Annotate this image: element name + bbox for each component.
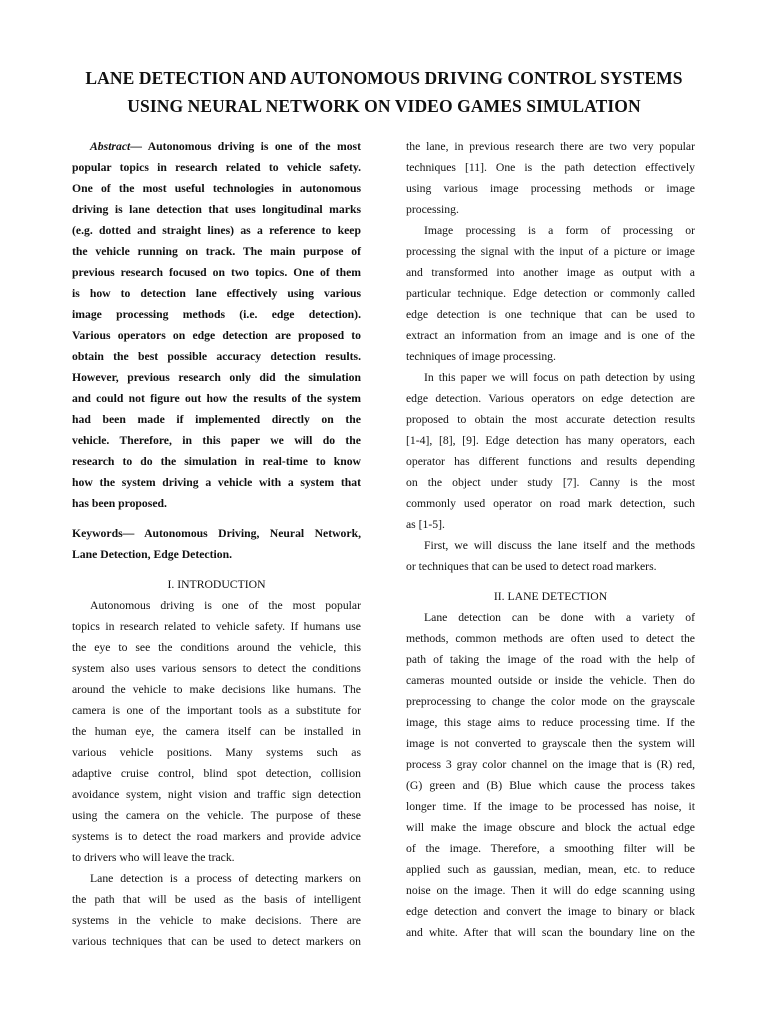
paragraph-line: to drivers who will leave the track. xyxy=(72,851,235,864)
paragraph-line: systems is to detect the road markers and provide advice xyxy=(72,830,361,843)
paragraph-line: extract an information from an image and is one of the xyxy=(406,329,695,342)
paragraph-line: Lane detection can be done with a variety of xyxy=(424,611,695,624)
abstract-line: image processing methods (i.e. edge detection). xyxy=(72,308,361,321)
paragraph-line: edge detection and convert the image to binary or black xyxy=(406,905,695,918)
section-heading-lane-detection: II. LANE DETECTION xyxy=(493,590,608,603)
paragraph-line: First, we will discuss the lane itself and the methods xyxy=(424,539,695,552)
abstract-line: Various operators on edge detection are proposed to xyxy=(72,329,361,342)
paper-title xyxy=(40,64,728,120)
abstract-line: previous research focused on two topics. One of them xyxy=(72,266,361,279)
abstract-line: obtain the best possible accuracy detection results. xyxy=(72,350,361,363)
paragraph-line: using the camera on the vehicle. The purpose of these xyxy=(72,809,361,822)
abstract-line: how the system driving a vehicle with a system that xyxy=(72,476,361,489)
paragraph-line: avoidance system, night vision and traffic sign detection xyxy=(72,788,361,801)
paragraph-line: and transformed into another image as output with a xyxy=(406,266,695,279)
left-column xyxy=(72,136,361,952)
abstract-first-line: Abstract— Autonomous driving is one of the most xyxy=(90,140,361,153)
paragraph-line: various techniques that can be used to detect markers on xyxy=(72,935,361,948)
paragraph-line: applied such as gaussian, median, mean, etc. to reduce xyxy=(406,863,695,876)
paragraph-line: longer time. If the image to be processed has noise, it xyxy=(406,800,695,813)
paragraph-line: preprocessing to change the color mode on the grayscale xyxy=(406,695,695,708)
paragraph-line: the path that will be used as the basis of intelligent xyxy=(72,893,361,906)
abstract xyxy=(72,136,361,514)
body-paragraph xyxy=(406,607,695,943)
paragraph-line: Lane detection is a process of detecting markers on xyxy=(90,872,361,885)
paragraph-line: processing. xyxy=(406,203,459,216)
abstract-line: has been proposed. xyxy=(72,497,167,510)
abstract-line: However, previous research only did the simulation xyxy=(72,371,361,384)
paragraph-line: and white. After that will scan the boundary line on the xyxy=(406,926,695,939)
paragraph-line: Image processing is a form of processing or xyxy=(424,224,695,237)
paragraph-line: systems in the vehicle to make decisions. There are xyxy=(72,914,361,927)
paragraph-line: the human eye, the camera itself can be installed in xyxy=(72,725,361,738)
abstract-line: driving is lane detection that uses longitudinal marks xyxy=(72,203,361,216)
paragraph-line: camera is one of the important tools as a substitute for xyxy=(72,704,361,717)
paragraph-line: techniques of image processing. xyxy=(406,350,556,363)
paragraph-line: processing the signal with the input of a picture or image xyxy=(406,245,695,258)
right-column xyxy=(406,136,695,943)
abstract-line: is how to detection lane effectively using various xyxy=(72,287,361,300)
abstract-line: vehicle. Therefore, in this paper we will do the xyxy=(72,434,361,447)
intro-paragraph xyxy=(72,868,361,952)
paragraph-line: image, this stage aims to reduce processing time. If the xyxy=(406,716,695,729)
paragraph-line: operator has different functions and results depending xyxy=(406,455,695,468)
keywords-line: Lane Detection, Edge Detection. xyxy=(72,548,233,561)
paragraph-line: the eye to see the conditions around the vehicle, this xyxy=(72,641,361,654)
paragraph-line: proposed to obtain the most accurate detection results xyxy=(406,413,695,426)
paragraph-line: [1-4], [8], [9]. Edge detection has many operators, each xyxy=(406,434,695,447)
abstract-line: had been made if implemented directly on the xyxy=(72,413,361,426)
paragraph-line: adaptive cruise control, blind spot detection, collision xyxy=(72,767,361,780)
section-heading-introduction: I. INTRODUCTION xyxy=(167,578,266,591)
paragraph-line: of the image. Therefore, a smoothing filter will be xyxy=(406,842,695,855)
abstract-line: and could not figure out how the results of the system xyxy=(72,392,361,405)
abstract-line: One of the most useful technologies in autonomous xyxy=(72,182,361,195)
paragraph-line: image is not converted to grayscale then the system will xyxy=(406,737,695,750)
paragraph-line: topics in research related to vehicle safety. If humans use xyxy=(72,620,361,633)
body-paragraph xyxy=(406,220,695,367)
paragraph-line: (G) green and (B) Blue which cause the process takes xyxy=(406,779,695,792)
paragraph-line: edge detection. Various operators on edge detection are xyxy=(406,392,695,405)
paragraph-line: on the object under study [7]. Canny is the most xyxy=(406,476,695,489)
abstract-line: research to do the simulation in real-time to know xyxy=(72,455,361,468)
paragraph-line: around the vehicle to make decisions like humans. The xyxy=(72,683,361,696)
body-paragraph xyxy=(406,367,695,535)
paragraph-line: will make the image obscure and block the actual edge xyxy=(406,821,695,834)
paragraph-line: or techniques that can be used to detect road markers. xyxy=(406,560,657,573)
paragraph-line: system also uses various sensors to detect the conditions xyxy=(72,662,361,675)
paragraph-line: using various image processing methods or image xyxy=(406,182,695,195)
paragraph-line: techniques [11]. One is the path detection effectively xyxy=(406,161,695,174)
paragraph-line: commonly used operator on road mark detection, such xyxy=(406,497,695,510)
paragraph-line: edge detection is one technique that can be used to xyxy=(406,308,695,321)
paragraph-line: Autonomous driving is one of the most popular xyxy=(90,599,361,612)
paragraph-line: process 3 gray color channel on the image that is (R) red, xyxy=(406,758,695,771)
paragraph-line: path of taking the image of the road with the help of xyxy=(406,653,695,666)
intro-paragraph xyxy=(72,595,361,868)
abstract-line: (e.g. dotted and straight lines) as a reference to keep xyxy=(72,224,361,237)
keywords-line: Keywords— Autonomous Driving, Neural Network, xyxy=(72,527,361,540)
paragraph-line: methods, common methods are often used to detect the xyxy=(406,632,695,645)
keywords xyxy=(72,523,361,565)
abstract-line: popular topics in research related to vehicle safety. xyxy=(72,161,361,174)
paragraph-line: particular technique. Edge detection or commonly called xyxy=(406,287,695,300)
paragraph-line: noise on the image. Then it will do edge scanning using xyxy=(406,884,695,897)
title-line: USING NEURAL NETWORK ON VIDEO GAMES SIMULATION xyxy=(127,96,641,116)
abstract-line: the vehicle running on track. The main purpose of xyxy=(72,245,361,258)
title-line: LANE DETECTION AND AUTONOMOUS DRIVING CONTROL SYSTEMS xyxy=(85,68,683,88)
paragraph-line: cameras mounted outside or inside the vehicle. Then do xyxy=(406,674,695,687)
body-paragraph xyxy=(406,535,695,577)
paragraph-line: as [1-5]. xyxy=(406,518,445,531)
paragraph-line: In this paper we will focus on path detection by using xyxy=(424,371,695,384)
paragraph-line: various vehicle positions. Many systems such as xyxy=(72,746,361,759)
paragraph-line: the lane, in previous research there are two very popular xyxy=(406,140,695,153)
body-paragraph xyxy=(406,136,695,220)
abstract-label: Abstract xyxy=(90,140,131,153)
